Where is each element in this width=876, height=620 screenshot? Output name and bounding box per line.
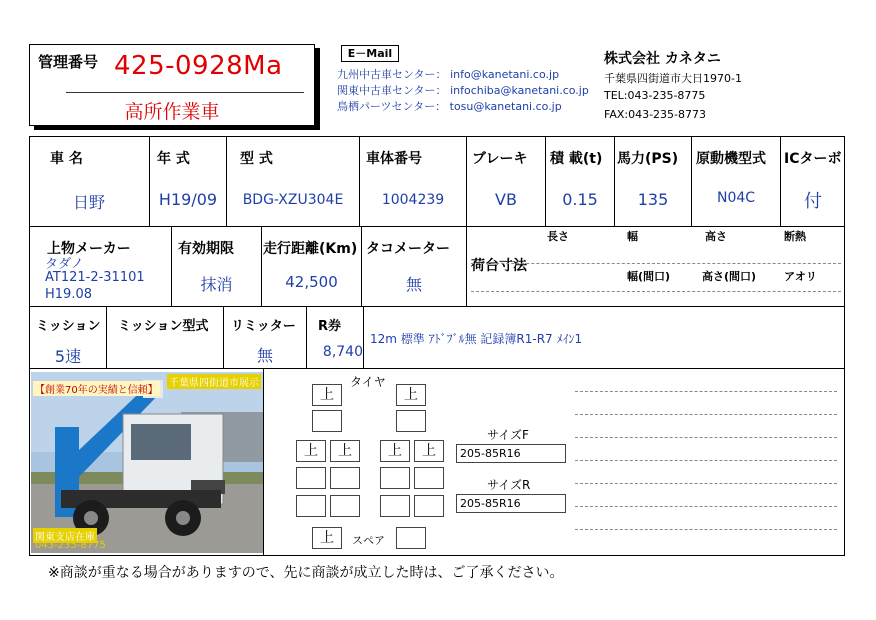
value-validity: 抹消 <box>200 275 233 294</box>
tire-front-left: 上 <box>312 384 342 406</box>
label-transmission-type: ミッション型式 <box>118 319 209 334</box>
col-divider <box>691 136 692 226</box>
value-body-model: AT121-2-31101 <box>45 270 145 285</box>
header-brake: ブレーキ <box>472 151 528 167</box>
truck-photo <box>31 372 263 553</box>
value-limiter: 無 <box>256 346 273 365</box>
value-r-ticket: 8,740 <box>322 344 363 360</box>
col-divider <box>261 226 262 306</box>
mgmt-label: 管理番号 <box>38 53 99 71</box>
col-divider <box>149 136 150 226</box>
tire-slot <box>414 467 444 489</box>
row-divider <box>29 226 845 227</box>
photo-phone: 043-235-8775 <box>35 540 106 551</box>
note-line <box>575 506 837 507</box>
contact-name: 鳥栖パーツセンター： <box>337 100 447 113</box>
col-divider <box>363 306 364 368</box>
note-line <box>575 437 837 438</box>
tire-slot <box>380 495 410 517</box>
label-validity: 有効期限 <box>178 241 234 257</box>
company-name: 株式会社 カネタニ <box>604 51 721 67</box>
contact-email[interactable]: infochiba@kanetani.co.jp <box>450 84 589 97</box>
tire-rear-left-outer: 上 <box>296 440 326 462</box>
contact-email[interactable]: tosu@kanetani.co.jp <box>449 100 562 113</box>
contact-name: 九州中古車センター： <box>337 68 447 81</box>
note-line <box>575 414 837 415</box>
contact-row-0 <box>337 66 559 82</box>
header-model: 型 式 <box>240 151 273 167</box>
col-divider <box>106 306 107 368</box>
dim-length: 長さ <box>547 230 569 243</box>
value-transmission: 5速 <box>54 347 82 366</box>
photo-location: 千葉県四街道市展示 <box>167 374 261 389</box>
dim-dash <box>471 263 841 264</box>
label-limiter: リミッター <box>231 319 296 334</box>
dim-width: 幅 <box>627 230 638 243</box>
note-line <box>575 483 837 484</box>
value-tachometer: 無 <box>405 275 422 294</box>
col-divider <box>466 226 467 306</box>
spare-label: スペア <box>352 534 385 547</box>
header-year: 年 式 <box>157 151 190 167</box>
tire-spare-slot <box>396 527 426 549</box>
value-model: BDG-XZU304E <box>242 192 344 208</box>
tire-slot <box>296 495 326 517</box>
company-address: 千葉県四街道市大日1970-1 <box>604 72 742 85</box>
label-r-ticket: R券 <box>318 319 342 334</box>
photo-branch: 関東支店在庫 <box>33 528 97 543</box>
company-tel: TEL:043-235-8775 <box>604 89 706 102</box>
tire-slot <box>414 495 444 517</box>
contact-name: 関東中古車センター： <box>337 84 447 97</box>
truck-illustration <box>31 372 263 553</box>
col-divider <box>466 136 467 226</box>
value-body-maker: タダノ <box>45 257 84 272</box>
contact-row-1 <box>337 82 589 98</box>
tire-front-right-inner <box>396 410 426 432</box>
dim-height: 高さ <box>705 230 727 243</box>
dim-insulation: 断熱 <box>784 230 806 243</box>
mgmt-divider <box>66 92 304 93</box>
header-car-name: 車 名 <box>50 151 83 167</box>
tire-title: タイヤ <box>350 375 386 389</box>
tire-slot <box>330 495 360 517</box>
company-fax: FAX:043-235-8773 <box>604 108 707 121</box>
tire-slot <box>296 467 326 489</box>
col-divider <box>226 136 227 226</box>
row-divider <box>29 306 845 307</box>
size-r-label: サイズR <box>487 478 531 492</box>
value-payload: 0.15 <box>562 190 598 209</box>
tire-front-right: 上 <box>396 384 426 406</box>
tire-rear-right-inner: 上 <box>380 440 410 462</box>
tire-front-left-inner <box>312 410 342 432</box>
header-chassis: 車体番号 <box>366 151 422 167</box>
note-line <box>575 391 837 392</box>
label-mileage: 走行距離(Km) <box>263 241 358 257</box>
value-engine: N04C <box>716 190 756 206</box>
mgmt-box <box>29 44 315 126</box>
tire-rear-left-inner: 上 <box>330 440 360 462</box>
row-divider <box>29 368 845 369</box>
header-engine: 原動機型式 <box>696 151 766 167</box>
value-horsepower: 135 <box>637 190 669 209</box>
footer-note: ※商談が重なる場合がありますので、先に商談が成立した時は、ご了承ください。 <box>48 565 564 581</box>
value-turbo: 付 <box>804 191 822 212</box>
photo-banner: 【創業70年の実績と信頼】 <box>33 381 160 396</box>
label-tachometer: タコメーター <box>366 241 450 257</box>
value-year: H19/09 <box>158 190 218 209</box>
header-horsepower: 馬力(PS) <box>617 151 679 167</box>
label-transmission: ミッション <box>36 319 101 334</box>
dim-dash <box>471 291 841 292</box>
col-divider <box>359 136 360 226</box>
photo-divider <box>263 368 264 556</box>
email-label-box <box>341 45 399 62</box>
value-car-name: 日野 <box>72 193 105 212</box>
tire-slot <box>380 467 410 489</box>
tire-rear-right-outer: 上 <box>414 440 444 462</box>
size-f-label: サイズF <box>487 428 529 442</box>
header-turbo: ICターボ <box>784 151 842 167</box>
value-brake: VB <box>495 190 517 209</box>
note-line <box>575 529 837 530</box>
email-label: E－Mail <box>347 47 393 60</box>
mgmt-number: 425-0928Ma <box>114 51 283 81</box>
note-line <box>575 460 837 461</box>
tire-spare: 上 <box>312 527 342 549</box>
dim-tailgate: アオリ <box>784 270 817 283</box>
size-r-value: 205-85R16 <box>456 494 566 513</box>
label-cargo-dims: 荷台寸法 <box>471 258 527 274</box>
size-f-value: 205-85R16 <box>456 444 566 463</box>
value-body-date: H19.08 <box>45 287 92 302</box>
contact-email[interactable]: info@kanetani.co.jp <box>450 68 560 81</box>
label-body-maker: 上物メーカー <box>47 241 131 257</box>
remarks: 12m 標準 ｱﾄﾞﾌﾞﾙ無 記録簿R1-R7 ﾒｲﾝ1 <box>370 332 583 346</box>
value-chassis: 1004239 <box>381 192 445 208</box>
tire-slot <box>330 467 360 489</box>
dim-opening-height: 高さ(間口) <box>702 270 757 283</box>
header-payload: 積 載(t) <box>550 151 603 167</box>
vehicle-type: 高所作業車 <box>124 101 220 123</box>
dim-opening-width: 幅(間口) <box>627 270 671 283</box>
contact-row-2 <box>337 98 562 114</box>
col-divider <box>545 136 546 226</box>
value-mileage: 42,500 <box>285 273 338 291</box>
col-divider <box>614 136 615 226</box>
